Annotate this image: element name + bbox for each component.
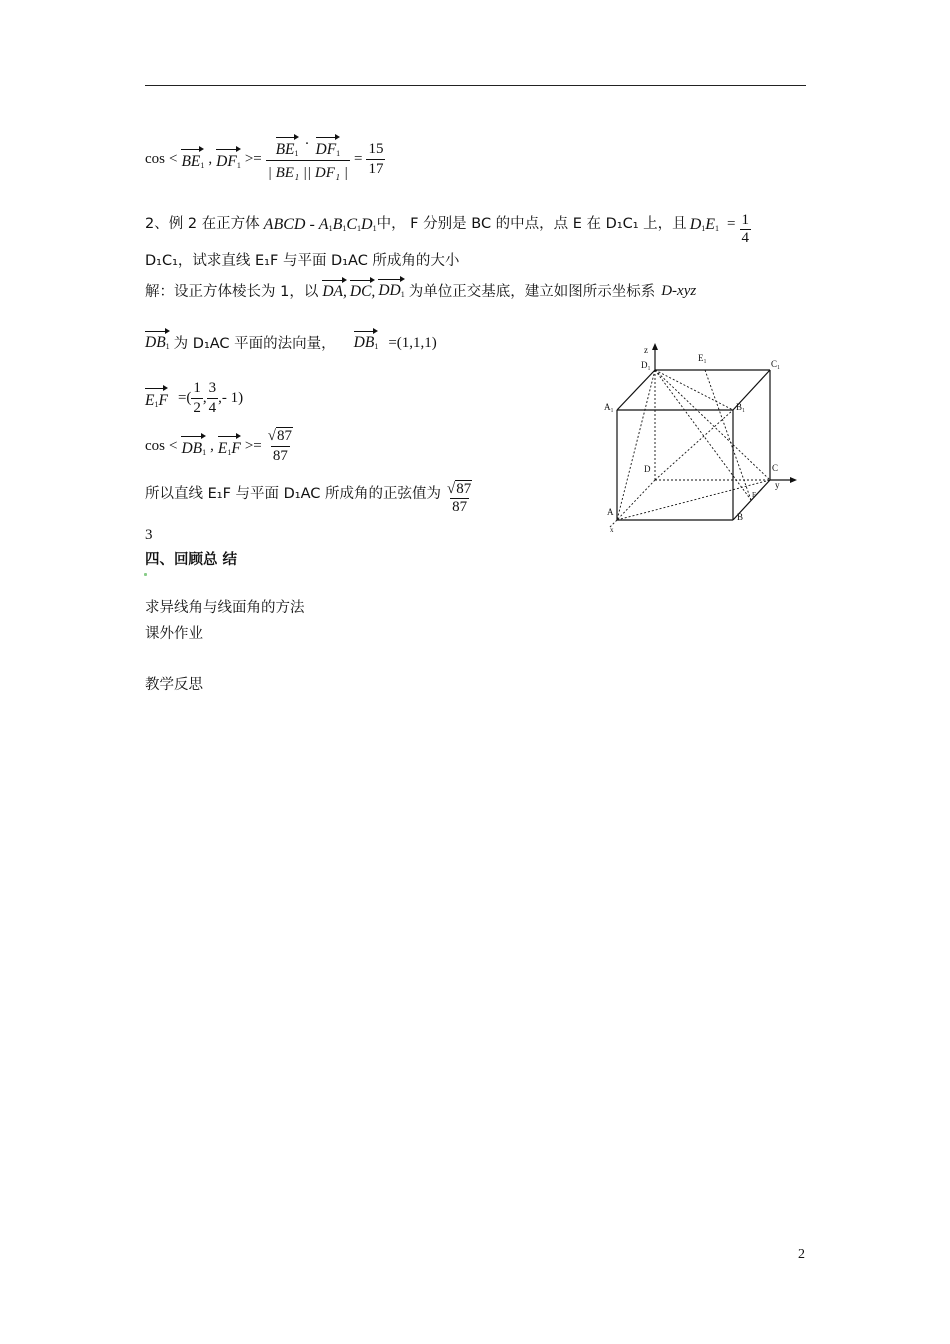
stray-digit: 3 bbox=[145, 527, 153, 543]
label-x: x bbox=[610, 526, 614, 534]
cos-label: cos bbox=[145, 150, 165, 167]
solution-suffix: 为单位正交基底，建立如图所示坐标系 bbox=[408, 283, 656, 300]
label-d: D bbox=[644, 464, 651, 474]
normal-vector-line bbox=[145, 330, 437, 351]
label-a: A bbox=[607, 507, 614, 517]
vector-dc: DC, bbox=[350, 279, 375, 300]
section4-line1: 求异线角与线面角的方法 bbox=[145, 600, 305, 616]
e1f-comma: , bbox=[202, 390, 207, 406]
result-fraction: $\frac{15}{17}$ bbox=[368, 140, 384, 177]
cube-solid-edges bbox=[617, 348, 790, 520]
vector-db1: $DB_1$ bbox=[145, 330, 170, 351]
e1f-x-fraction: $\frac{1}{2}$ bbox=[193, 380, 201, 416]
label-c: C bbox=[772, 463, 779, 473]
example2-line1 bbox=[145, 208, 751, 246]
heading-mark bbox=[144, 573, 147, 576]
e1f-eq-open: =( bbox=[177, 390, 192, 406]
label-d1: D₁ bbox=[641, 360, 651, 370]
example2-mid: 中， F 分别是 BC 的中点，点 E 在 D₁C₁ 上，且 bbox=[376, 216, 687, 233]
vector-e1f: $E_1F$ bbox=[145, 387, 168, 410]
z-axis-arrow bbox=[652, 343, 658, 350]
label-b1: B₁ bbox=[736, 402, 746, 412]
cos-fraction-denominator: | BE₁ || DF₁ | bbox=[266, 160, 350, 182]
section4-line2: 课外作业 bbox=[145, 626, 203, 642]
solid-a1b1c1d1: $A_1B_1C_1D_1$ bbox=[318, 215, 377, 233]
segment-d1e1: $D_1E_1$ bbox=[689, 215, 720, 233]
label-e1: E₁ bbox=[698, 353, 707, 363]
section4-line3: 教学反思 bbox=[145, 677, 203, 693]
solution-prefix: 解：设正方体棱长为 1，以 bbox=[145, 283, 319, 300]
vector-df1: $DF_1$ bbox=[216, 148, 241, 171]
cos-db1-e1f: cos < $DB_1$ , $E_1F$ >= $\frac{√87}{87}$ bbox=[145, 428, 295, 465]
label-f: F bbox=[752, 491, 756, 499]
cube-figure bbox=[595, 340, 805, 535]
y-axis-arrow bbox=[790, 477, 797, 483]
e1f-y-fraction: $\frac{3}{4}$ bbox=[208, 380, 217, 416]
vector-da: DA, bbox=[322, 279, 347, 300]
e1f-tail: ,- 1) bbox=[218, 390, 244, 406]
cos2-label: cos bbox=[145, 438, 165, 454]
normal-vector-text: 为 D₁AC 平面的法向量， bbox=[173, 335, 336, 352]
cos2-gt-eq: >= bbox=[244, 438, 262, 454]
vector-dd1: $DD_1$ bbox=[378, 278, 404, 299]
vector-be1: $BE_1$ bbox=[181, 148, 204, 171]
solution-line bbox=[145, 278, 696, 299]
label-a1: A₁ bbox=[604, 402, 614, 412]
label-z: z bbox=[644, 345, 648, 355]
header-rule bbox=[145, 85, 806, 86]
coord-system: D-xyz bbox=[661, 283, 697, 299]
conclusion-line bbox=[145, 478, 474, 515]
cos-fraction: $BE_1$ · $DF_1$ | BE₁ || DF₁ | bbox=[267, 136, 348, 181]
eq-sign: = bbox=[354, 150, 363, 167]
ratio-fraction: $\frac{1}{4}$ bbox=[741, 212, 749, 246]
ratio-eq: = bbox=[727, 216, 736, 232]
e1f-vector-line bbox=[145, 380, 243, 417]
formula-cos-be-df: cos < $BE_1$ , $DF_1$ >= $BE_1$ · $DF_1$ | BE₁ || DF₁ | = $\frac{15}{17}$ bbox=[145, 136, 384, 181]
conclusion-text: 所以直线 E₁F 与平面 D₁AC 所成角的正弦值为 bbox=[145, 486, 442, 503]
vector-db1-repeat: $DB_1$ bbox=[354, 330, 379, 351]
cos2-lt: < bbox=[169, 438, 178, 454]
vector-db1-cos: $DB_1$ bbox=[181, 435, 206, 458]
lt-sign: < bbox=[169, 150, 178, 167]
solid-abcd: ABCD - bbox=[263, 215, 315, 233]
label-c1: C₁ bbox=[771, 359, 781, 369]
gt-eq-sign: >= bbox=[244, 150, 262, 167]
cos2-fraction: $\frac{√87}{87}$ bbox=[267, 428, 292, 464]
example2-prefix: 2、例 2 在正方体 bbox=[145, 216, 260, 233]
label-b: B bbox=[737, 512, 744, 522]
example2-line2: D₁C₁，试求直线 E₁F 与平面 D₁AC 所成角的大小 bbox=[145, 253, 460, 269]
page-number: 2 bbox=[798, 1247, 805, 1262]
normal-vector-value: =(1,1,1) bbox=[388, 335, 437, 351]
vector-e1f-cos: $E_1F$ bbox=[218, 435, 241, 458]
label-y: y bbox=[775, 480, 780, 490]
conclusion-fraction: $\frac{√87}{87}$ bbox=[447, 481, 472, 515]
section4-heading: 四、回顾总 结 bbox=[145, 552, 238, 568]
